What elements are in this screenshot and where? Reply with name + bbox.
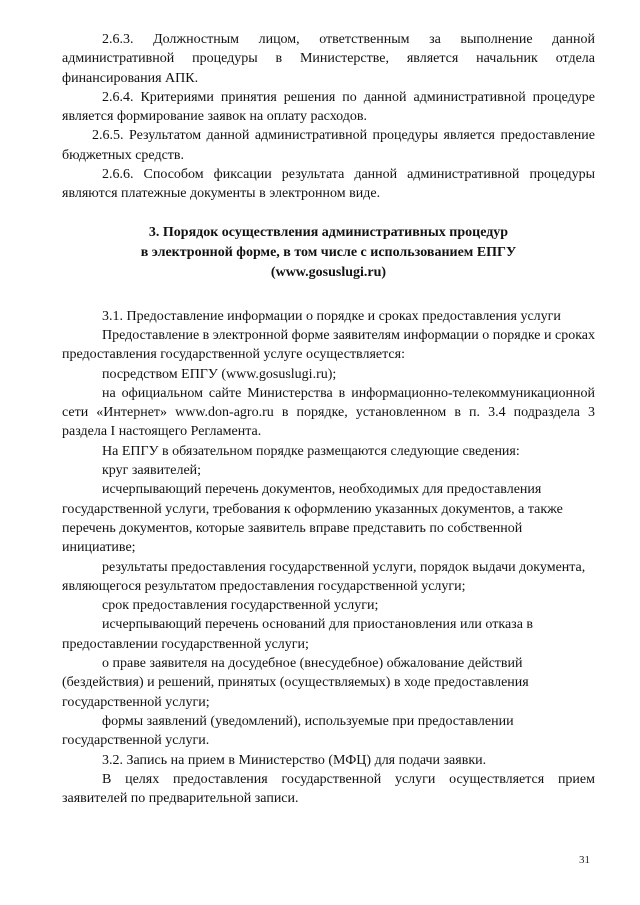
paragraph-2-6-4: 2.6.4. Критериями принятия решения по данной административной процедуре является формирование заявок на оплату расходов.	[62, 89, 595, 125]
paragraph-2-6-3: 2.6.3. Должностным лицом, ответственным за выполнение данной административной процедуры в Министерстве, является начальник отдела финансирования АПК.	[62, 32, 595, 86]
paragraph-body: В целях предоставления государственной услуги осуществляется прием заявителей по предварительной записи.	[62, 771, 595, 807]
section-heading	[62, 223, 595, 283]
heading-line-2: в электронной форме, в том числе с использованием ЕПГУ	[140, 244, 517, 260]
paragraph-body: исчерпывающий перечень документов, необходимых для предоставления государственной услуги, требования к оформлению указанных документов, а также перечень документов, которые заявитель вправе представить по собственной инициативе;	[62, 482, 563, 556]
paragraph-body: о праве заявителя на досудебное (внесудебное) обжалование действий (бездействия) и решений, принятых (осуществляемых) в ходе предоставления государственной услуги;	[62, 656, 529, 710]
paragraph-2-6-6: 2.6.6. Способом фиксации результата данной административной процедуры являются платежные документы в электронном виде.	[62, 167, 595, 202]
paragraph-body: исчерпывающий перечень оснований для приостановления или отказа в предоставлении государственной услуги;	[62, 617, 534, 652]
paragraph-body: на официальном сайте Министерства в информационно-телекоммуникационной сети «Интернет» www.don-agro.ru в порядке, установленном в п. 3.4 подраздела 3 раздела I настоящего Регламента.	[62, 385, 595, 440]
paragraph-body: круг заявителей;	[102, 463, 202, 479]
document-page	[62, 30, 595, 808]
paragraph-body: посредством ЕПГУ (www.gosuslugi.ru);	[102, 366, 337, 382]
paragraph-body: Предоставление в электронной форме заявителям информации о порядке и сроках предоставления государственной услуге осуществляется:	[62, 327, 595, 363]
paragraph-body: срок предоставления государственной услуги;	[102, 598, 379, 614]
heading-line-3: (www.gosuslugi.ru)	[270, 264, 387, 280]
paragraph-3-1: 3.1. Предоставление информации о порядке и сроках предоставления услуги	[102, 308, 561, 324]
paragraph-body: На ЕПГУ в обязательном порядке размещаются следующие сведения:	[102, 443, 520, 459]
paragraph-3-2: 3.2. Запись на прием в Министерство (МФЦ) для подачи заявки.	[102, 752, 487, 768]
heading-line-1: 3. Порядок осуществления административных процедур	[148, 224, 509, 240]
paragraph-body: результаты предоставления государственной услуги, порядок выдачи документа, являющегося результатом предоставления государственной услуги;	[62, 559, 586, 594]
spacer	[62, 204, 595, 223]
paragraph-body: формы заявлений (уведомлений), используемые при предоставлении государственной услуги.	[62, 713, 514, 749]
paragraph-2-6-5: 2.6.5. Результатом данной административной процедуры является предоставление бюджетных средств.	[62, 128, 595, 163]
spacer	[62, 283, 595, 307]
page-number: 31	[579, 854, 590, 866]
